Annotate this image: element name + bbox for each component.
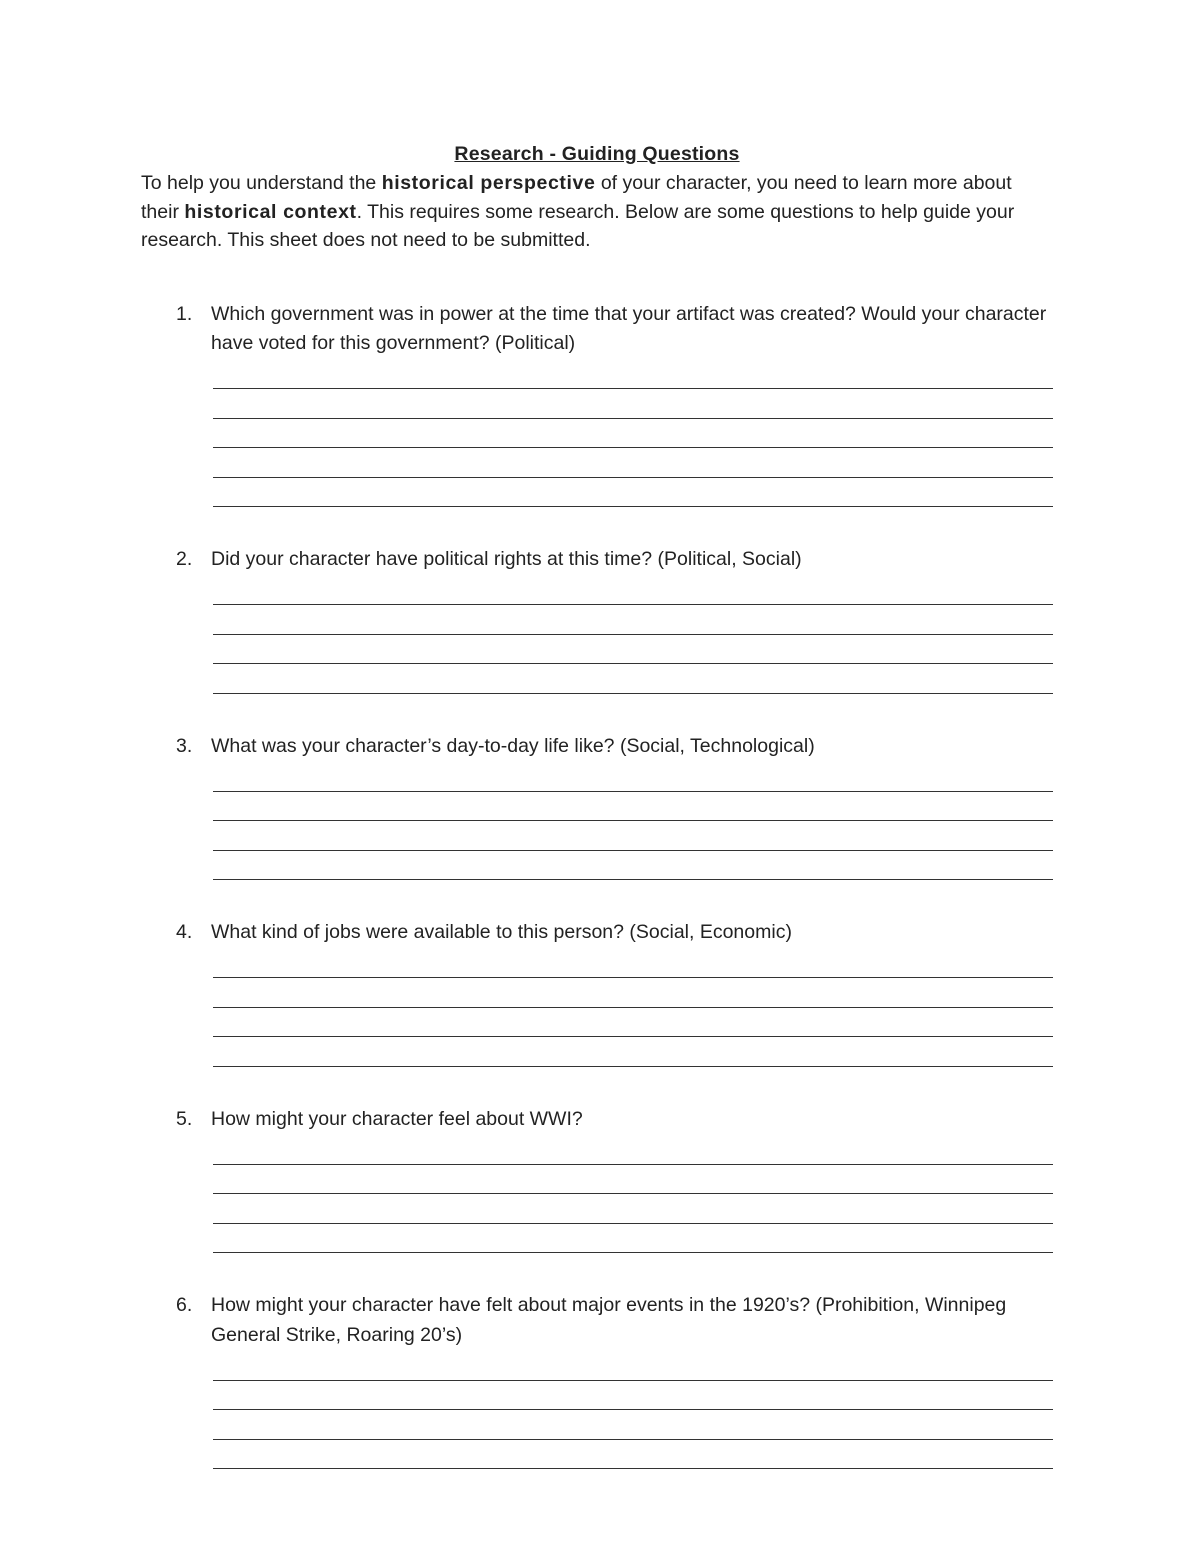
question-list [141, 300, 1053, 1480]
question-number: 5. [176, 1107, 193, 1130]
question-text: How might your character feel about WWI? [211, 1107, 583, 1130]
answer-line[interactable] [211, 674, 1053, 704]
answer-line[interactable] [211, 1234, 1053, 1264]
intro-bold-term: historical perspective [381, 172, 596, 194]
question-item [141, 732, 1053, 891]
intro-text: To help you understand the [141, 172, 382, 194]
answer-line[interactable] [211, 861, 1053, 891]
question-text: How might your character have felt about major events in the 1920’s? (Prohibition, Winnipeg General Strike, Roaring 20’s) [211, 1294, 1007, 1346]
answer-area[interactable] [211, 1145, 1053, 1263]
worksheet [141, 140, 1053, 1479]
answer-area[interactable] [211, 772, 1053, 890]
answer-line[interactable] [211, 1391, 1053, 1421]
answer-line[interactable] [211, 1018, 1053, 1048]
question-item [141, 300, 1053, 518]
answer-line[interactable] [211, 959, 1053, 989]
intro-bold-term: historical context [184, 200, 357, 223]
answer-line[interactable] [211, 1420, 1053, 1450]
answer-line[interactable] [211, 988, 1053, 1018]
answer-line[interactable] [211, 802, 1053, 832]
intro-text: of your character, you need to learn more about their [141, 172, 1012, 223]
answer-area[interactable] [211, 586, 1053, 704]
answer-line[interactable] [211, 1047, 1053, 1077]
question-item [141, 918, 1053, 1077]
answer-line[interactable] [211, 615, 1053, 645]
answer-line[interactable] [211, 1175, 1053, 1205]
question-number: 3. [176, 734, 193, 757]
answer-line[interactable] [211, 1145, 1053, 1175]
question-number: 2. [176, 548, 193, 570]
answer-line[interactable] [211, 586, 1053, 616]
answer-line[interactable] [211, 1361, 1053, 1391]
answer-line[interactable] [211, 1204, 1053, 1234]
question-number: 1. [176, 302, 193, 325]
question-text: Did your character have political rights at this time? (Political, Social) [211, 548, 802, 570]
question-text: What was your character’s day-to-day life like? (Social, Technological) [211, 734, 815, 757]
question-number: 6. [176, 1294, 193, 1316]
question-text: Which government was in power at the time that your artifact was created? Would your character have voted for this government? (Political) [211, 302, 1047, 354]
answer-line[interactable] [211, 399, 1053, 429]
intro-paragraph [141, 169, 1053, 255]
answer-line[interactable] [211, 488, 1053, 518]
answer-line[interactable] [211, 429, 1053, 459]
page-title: Research - Guiding Questions [454, 143, 740, 165]
question-item [141, 545, 1053, 704]
answer-line[interactable] [211, 458, 1053, 488]
answer-line[interactable] [211, 370, 1053, 400]
answer-line[interactable] [211, 645, 1053, 675]
answer-area[interactable] [211, 1361, 1053, 1479]
question-text: What kind of jobs were available to this person? (Social, Economic) [211, 921, 792, 943]
question-number: 4. [176, 921, 193, 943]
answer-line[interactable] [211, 1450, 1053, 1480]
answer-line[interactable] [211, 831, 1053, 861]
intro-text: . This requires some research. Below are some questions to help guide your research. This sheet does not need to be submitted. [141, 200, 1015, 251]
question-item [141, 1291, 1053, 1479]
answer-area[interactable] [211, 959, 1053, 1077]
answer-line[interactable] [211, 772, 1053, 802]
question-item [141, 1105, 1053, 1264]
answer-area[interactable] [211, 370, 1053, 518]
